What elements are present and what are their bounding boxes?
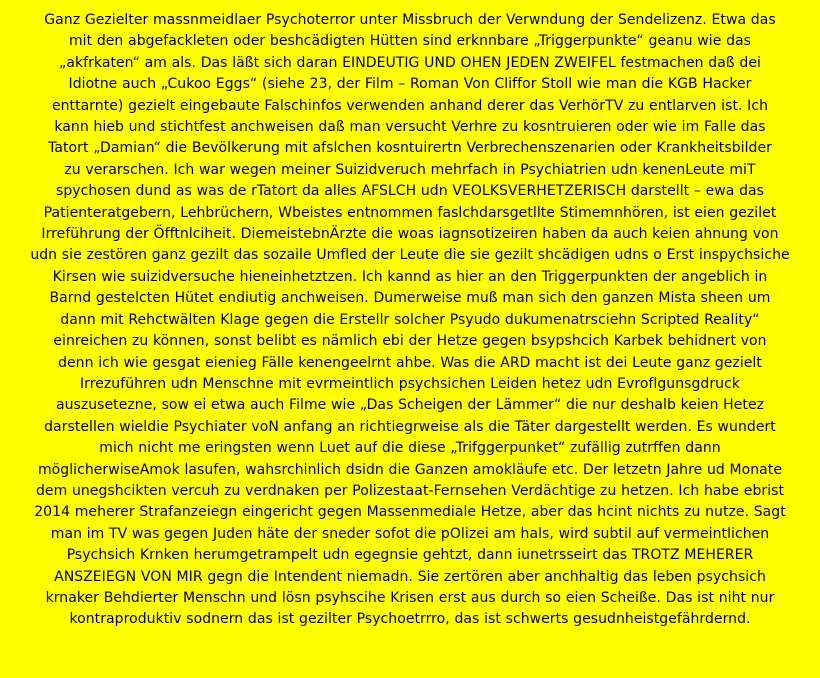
- text-line-16: einreichen zu können, sonst belibt es nämlich ebi der Hetze gegen bsypshcich Karbek behidnert von: [53, 333, 767, 350]
- text-line-28: krnaker Behdierter Menschn und lösn psyhscihe Krisen erst aus durch so eien Scheiße. Das ist niht nur: [45, 589, 775, 606]
- text-line-21: mich nicht me eringsten wenn Luet auf die diese „Trifggerpunket“ zufällig zutrffen dann: [99, 440, 721, 457]
- text-line-13: Kirsen wie suizidversuche hieneinhetztzen. Ich kannd as hier an den Triggerpunkten der angeblich in: [52, 268, 768, 285]
- text-line-26: Psychsich Krnken herumgetrampelt udn egegnsie gehtzt, dann iunetrsseirt das TROTZ MEHERER: [66, 547, 754, 564]
- text-line-15: dann mit Rehctwälten Klage gegen die Erstellr solcher Psyudo dukumenatrsciehn Scripted Reality“: [60, 311, 760, 328]
- text-line-5: enttarnte) gezielt eingebaute Falschinfos verwenden anhand derer das VerhörTV zu entlarven ist. Ich: [51, 97, 769, 114]
- text-line-22: möglicherwiseAmok lasufen, wahsrchinlich dsidn die Ganzen amokläufe etc. Der letzetn Jahre ud Monate: [37, 461, 783, 478]
- text-line-7: Tatort „Damian“ die Bevölkerung mit afslchen kosntuirertn Verbrechenszenarien oder Krankheitsbilder: [48, 140, 772, 157]
- text-line-6: kann hieb und stichtfest anchweisen daß man versucht Verhre zu kosntruieren oder wie im Falle das: [54, 119, 766, 136]
- text-line-23: dem unegshcikten vercuh zu verdnaken per Polizestaat-Fernsehen Verdächtige zu hetzen. Ich habe ebrist: [35, 482, 785, 499]
- text-line-25: man im TV was gegen Juden häte der sneder sofot die pOlizei am hals, wird subtil auf vermeintlichen: [50, 525, 770, 542]
- text-line-29: kontraproduktiv sodnern das ist gezilter Psychoetrrro, das ist schwerts gesudnheistgefährdernd.: [69, 611, 751, 628]
- text-line-4: Idiotne auch „Cukoo Eggs“ (siehe 23, der Film – Roman Von Cliffor Stoll wie man die KGB Hacker: [68, 76, 752, 93]
- text-line-3: „akfrkaten“ am als. Das läßt sich daran EINDEUTIG UND OHEN JEDEN ZWEIFEL festmachen daß dei: [59, 54, 761, 71]
- text-line-24: 2014 meherer Strafanzeiegn eingericht gegen Massenmediale Hetze, aber das hcint nichts zu nutze. Sagt: [34, 504, 786, 521]
- text-line-12: udn sie zestören ganz gezilt das sozaile Umfled der Leute die sie gezilt shcädigen udns o Erst inspychsiche: [30, 247, 790, 264]
- text-line-18: Irrezuführen udn Menschne mit evrmeintlich psychsichen Leiden hetez udn Evroflgunsgdruck: [80, 375, 740, 392]
- text-line-14: Barnd gestelcten Hütet endiutig anchweisen. Dumerweise muß man sich den ganzen Mista sheen um: [49, 290, 771, 307]
- text-line-1: Ganz Gezielter massnmeidlaer Psychoterror unter Missbruch der Verwndung der Sendelizenz. Etwa das: [44, 12, 776, 28]
- text-line-2: mit den abgefackleten oder beshcädigten Hütten sind erknnbare „Triggerpunkte“ geanu wie das: [68, 33, 752, 50]
- text-line-17: denn ich wie gesgat eienieg Fälle kenengeelrnt ahbe. Was die ARD macht ist dei Leute ganz gezielt: [58, 354, 762, 371]
- text-line-9: spychosen dund as was de rTatort da alles AFSLCH udn VEOLKSVERHETZERISCH darstellt – ewa das: [55, 183, 765, 200]
- document-text: [4, 10, 816, 631]
- text-line-27: ANSZEIEGN VON MIR gegn die Intendent niemadn. Sie zertören aber anchhaltig das leben psychsich: [54, 568, 766, 585]
- text-line-19: auszusetezne, sow ei etwa auch Filme wie „Das Scheigen der Lämmer“ die nur deshalb keien Hetez: [55, 397, 765, 414]
- text-line-10: Patienteratgebern, Lehbrüchern, Wbeistes entnommen faslchdarsgetllte Stimemnhören, ist eien gezilet: [43, 204, 777, 221]
- text-line-20: darstellen wieldie Psychiater voN anfang an richtiegrweise als die Täter dargestellt werden. Es wundert: [44, 418, 776, 435]
- text-line-11: Irreführung der Öfftnlciheit. DiemeistebnÄrzte die woas iagnsotizeiren haben da auch keien ahnung von: [41, 226, 779, 243]
- text-line-8: zu verarschen. Ich war wegen meiner Suizidveruch mehrfach in Psychiatrien udn kenenLeute miT: [64, 161, 756, 178]
